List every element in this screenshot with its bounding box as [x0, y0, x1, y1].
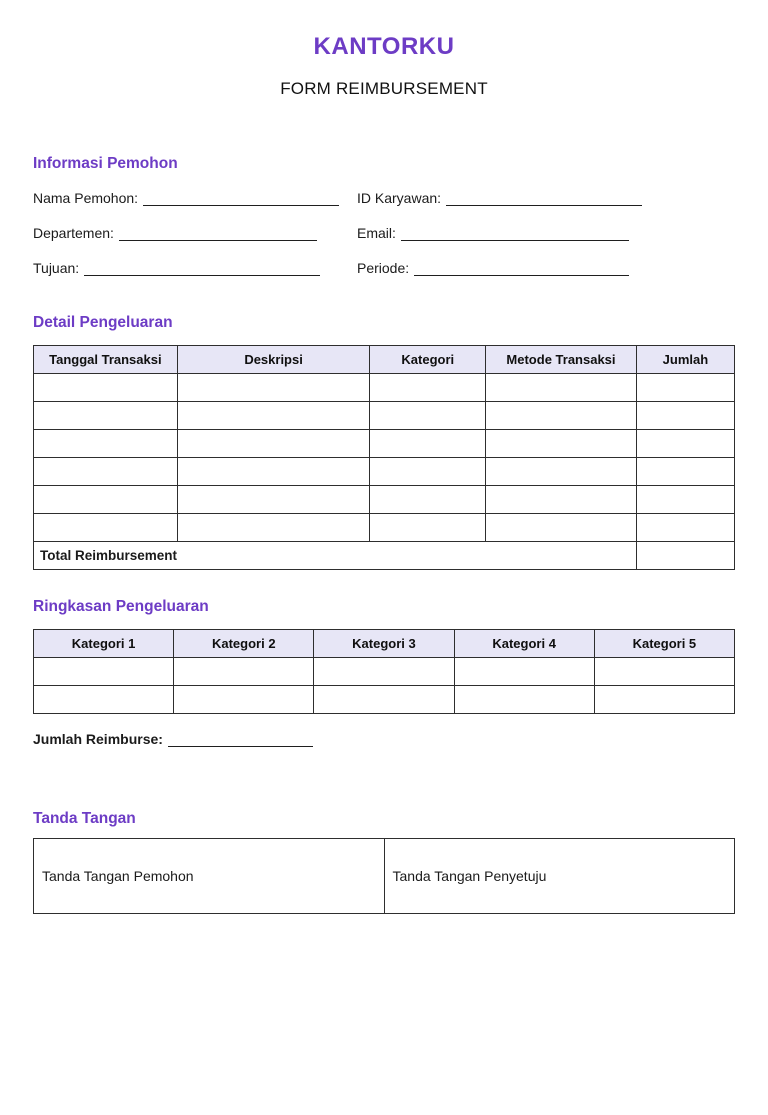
- table-row: [34, 658, 735, 686]
- table-cell: [454, 658, 594, 686]
- table-cell: [177, 458, 370, 486]
- field-label: Departemen:: [33, 225, 114, 241]
- table-cell: [486, 458, 637, 486]
- table-cell: [34, 514, 178, 542]
- form-title: FORM REIMBURSEMENT: [280, 79, 488, 98]
- summary-table: [33, 629, 735, 714]
- table-cell: [314, 686, 454, 714]
- table-row: [34, 486, 735, 514]
- section-expense-detail: [33, 314, 735, 570]
- table-cell: [370, 402, 486, 430]
- table-cell: [370, 430, 486, 458]
- table-cell: [486, 486, 637, 514]
- column-header-kategori: Kategori: [370, 346, 486, 374]
- table-cell: [370, 514, 486, 542]
- table-cell: [486, 514, 637, 542]
- total-row: [34, 542, 735, 570]
- section-applicant-info: [33, 155, 735, 276]
- applicant-row: [33, 262, 735, 276]
- table-cell: [34, 658, 174, 686]
- applicant-row: [33, 192, 735, 206]
- table-cell: [34, 486, 178, 514]
- table-cell: [594, 686, 734, 714]
- signature-cell-pemohon: Tanda Tangan Pemohon: [34, 839, 385, 914]
- column-header-kategori-1: Kategori 1: [34, 630, 174, 658]
- column-header-kategori-2: Kategori 2: [174, 630, 314, 658]
- section-expense-summary: [33, 598, 735, 747]
- table-cell: [177, 514, 370, 542]
- table-cell: [314, 658, 454, 686]
- field-id-karyawan: [357, 190, 735, 206]
- table-cell: [454, 686, 594, 714]
- table-cell: [177, 486, 370, 514]
- table-cell: [34, 402, 178, 430]
- field-label: ID Karyawan:: [357, 190, 442, 206]
- column-header-deskripsi: Deskripsi: [177, 346, 370, 374]
- table-cell: [177, 402, 370, 430]
- table-cell: [486, 402, 637, 430]
- column-header-metode-transaksi: Metode Transaksi: [486, 346, 637, 374]
- section-signatures: [33, 810, 735, 914]
- field-label: Tujuan:: [33, 260, 80, 276]
- expenses-table: [33, 345, 735, 570]
- field-email: [357, 225, 735, 241]
- table-cell: [174, 658, 314, 686]
- table-cell: [174, 686, 314, 714]
- document-page: [0, 33, 768, 914]
- table-cell: [636, 430, 734, 458]
- table-cell: [177, 374, 370, 402]
- column-header-kategori-5: Kategori 5: [594, 630, 734, 658]
- table-cell: [34, 430, 178, 458]
- field-label: Periode:: [357, 260, 410, 276]
- applicant-row: [33, 227, 735, 241]
- table-cell: [636, 486, 734, 514]
- fill-in-line: [401, 228, 629, 241]
- field-nama-pemohon: [33, 190, 357, 206]
- field-periode: [357, 260, 735, 276]
- section-heading-ringkasan-pengeluaran: Ringkasan Pengeluaran: [33, 598, 209, 615]
- table-row: [34, 374, 735, 402]
- fill-in-line: [168, 734, 313, 747]
- field-label: Nama Pemohon:: [33, 190, 139, 206]
- column-header-jumlah: Jumlah: [636, 346, 734, 374]
- column-header-kategori-4: Kategori 4: [454, 630, 594, 658]
- table-row: [34, 686, 735, 714]
- table-cell: [594, 658, 734, 686]
- fill-in-line: [143, 193, 339, 206]
- table-cell: [636, 402, 734, 430]
- table-cell: [636, 374, 734, 402]
- signature-cell-penyetuju: Tanda Tangan Penyetuju: [384, 839, 735, 914]
- fill-in-line: [84, 263, 320, 276]
- jumlah-reimburse-field: [33, 731, 735, 747]
- field-label: Email:: [357, 225, 396, 241]
- signature-row: [34, 839, 735, 914]
- table-row: [34, 514, 735, 542]
- table-cell: [34, 458, 178, 486]
- expenses-header-row: [34, 346, 735, 374]
- applicant-fields: [33, 192, 735, 276]
- table-cell: [34, 374, 178, 402]
- total-amount-cell: [636, 542, 734, 570]
- brand-title: KANTORKU: [313, 33, 455, 60]
- section-heading-informasi-pemohon: Informasi Pemohon: [33, 155, 178, 172]
- table-cell: [370, 486, 486, 514]
- table-row: [34, 402, 735, 430]
- table-cell: [486, 374, 637, 402]
- table-cell: [486, 430, 637, 458]
- table-cell: [34, 686, 174, 714]
- column-header-tanggal-transaksi: Tanggal Transaksi: [34, 346, 178, 374]
- field-tujuan: [33, 260, 357, 276]
- table-cell: [636, 458, 734, 486]
- fill-in-line: [446, 193, 642, 206]
- fill-in-line: [119, 228, 317, 241]
- signature-table: [33, 838, 735, 914]
- section-heading-detail-pengeluaran: Detail Pengeluaran: [33, 314, 173, 331]
- table-row: [34, 430, 735, 458]
- total-label: Total Reimbursement: [34, 542, 637, 570]
- section-heading-tanda-tangan: Tanda Tangan: [33, 810, 136, 827]
- table-cell: [177, 430, 370, 458]
- column-header-kategori-3: Kategori 3: [314, 630, 454, 658]
- jumlah-reimburse-label: Jumlah Reimburse:: [33, 731, 163, 747]
- summary-header-row: [34, 630, 735, 658]
- fill-in-line: [414, 263, 629, 276]
- table-row: [34, 458, 735, 486]
- table-cell: [370, 458, 486, 486]
- field-departemen: [33, 225, 357, 241]
- table-cell: [370, 374, 486, 402]
- table-cell: [636, 514, 734, 542]
